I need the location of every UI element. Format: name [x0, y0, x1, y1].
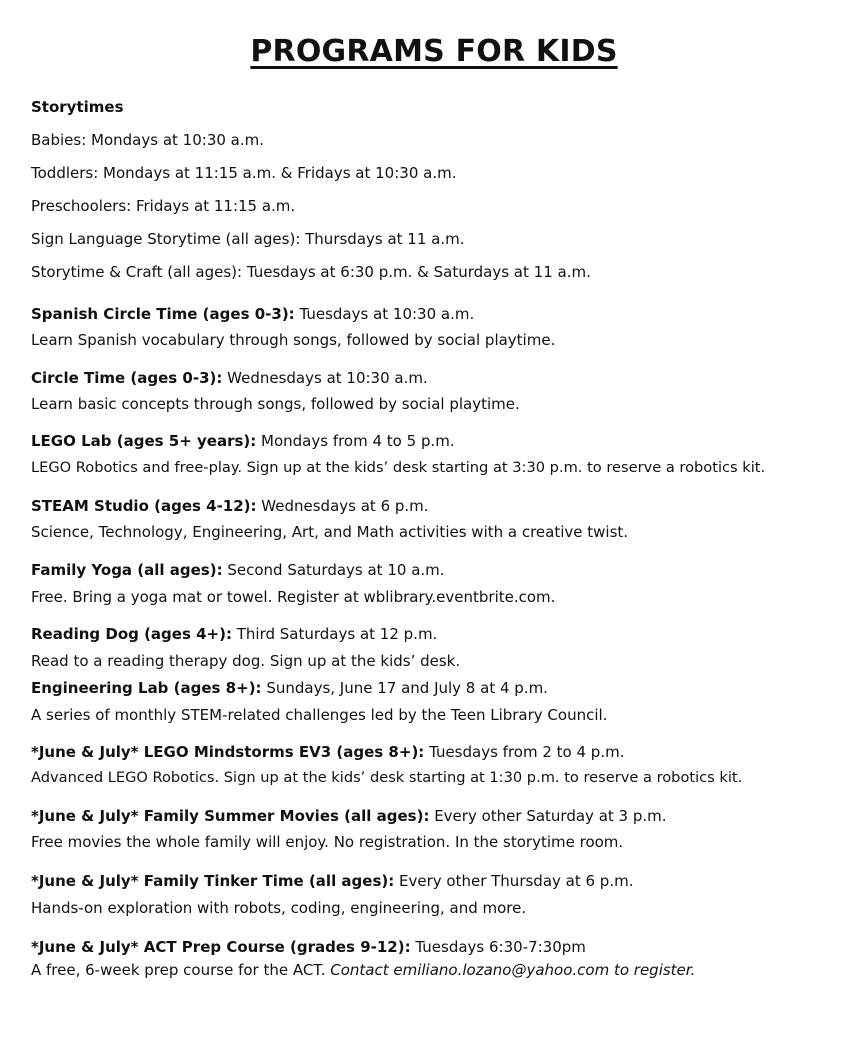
register-contact-note: Contact emiliano.lozano@yahoo.com to register.	[330, 961, 696, 979]
program-description: Learn Spanish vocabulary through songs, followed by social playtime.	[31, 331, 556, 349]
program-schedule: Mondays from 4 to 5 p.m.	[256, 432, 455, 450]
program-name: Engineering Lab (ages 8+):	[31, 679, 262, 697]
program-schedule: Tuesdays 6:30-7:30pm	[410, 938, 586, 956]
program-description: Learn basic concepts through songs, followed by social playtime.	[31, 395, 520, 413]
program-description: Free movies the whole family will enjoy. No registration. In the storytime room.	[31, 833, 624, 851]
program-schedule: Tuesdays at 10:30 a.m.	[294, 305, 475, 323]
program-name: *June & July* Family Summer Movies (all ages):	[31, 807, 430, 825]
program-description: Advanced LEGO Robotics. Sign up at the kids’ desk starting at 1:30 p.m. to reserve a robotics kit.	[31, 769, 743, 786]
program-schedule: Third Saturdays at 12 p.m.	[231, 625, 438, 643]
program-reading-dog	[31, 624, 437, 644]
storytime-toddlers: Toddlers: Mondays at 11:15 a.m. & Fridays at 10:30 a.m.	[31, 164, 457, 182]
program-description: LEGO Robotics and free-play. Sign up at the kids’ desk starting at 3:30 p.m. to reserve a robotics kit.	[31, 459, 766, 476]
program-name: Reading Dog (ages 4+):	[31, 625, 232, 643]
storytime-sign-language: Sign Language Storytime (all ages): Thursdays at 11 a.m.	[31, 230, 465, 248]
storytime-preschoolers: Preschoolers: Fridays at 11:15 a.m.	[31, 197, 296, 215]
program-family-summer-movies	[31, 806, 667, 826]
program-description-text: A free, 6-week prep course for the ACT.	[31, 961, 331, 979]
program-schedule: Second Saturdays at 10 a.m.	[222, 561, 445, 579]
program-family-tinker-time	[31, 871, 633, 891]
program-schedule: Wednesdays at 10:30 a.m.	[222, 369, 428, 387]
program-spanish-circle-time	[31, 304, 474, 324]
program-name: Circle Time (ages 0-3):	[31, 369, 223, 387]
storytime-craft: Storytime & Craft (all ages): Tuesdays at 6:30 p.m. & Saturdays at 11 a.m.	[31, 263, 591, 281]
program-name: *June & July* LEGO Mindstorms EV3 (ages 8+):	[31, 743, 425, 761]
program-family-yoga	[31, 560, 445, 580]
program-name: *June & July* ACT Prep Course (grades 9-12):	[31, 938, 411, 956]
program-name: Family Yoga (all ages):	[31, 561, 223, 579]
program-schedule: Wednesdays at 6 p.m.	[256, 497, 429, 515]
program-lego-mindstorms	[31, 742, 624, 762]
page-title: PROGRAMS FOR KIDS	[250, 34, 618, 69]
program-schedule: Every other Thursday at 6 p.m.	[394, 872, 634, 890]
program-engineering-lab	[31, 678, 548, 698]
program-act-prep-course	[31, 937, 586, 957]
program-description: Science, Technology, Engineering, Art, and Math activities with a creative twist.	[31, 523, 629, 541]
program-name: STEAM Studio (ages 4-12):	[31, 497, 257, 515]
program-circle-time	[31, 368, 428, 388]
program-steam-studio	[31, 496, 429, 516]
program-description: A series of monthly STEM-related challenges led by the Teen Library Council.	[31, 706, 608, 724]
program-name: Spanish Circle Time (ages 0-3):	[31, 305, 295, 323]
program-description: Free. Bring a yoga mat or towel. Register at wblibrary.eventbrite.com.	[31, 588, 556, 606]
program-schedule: Sundays, June 17 and July 8 at 4 p.m.	[261, 679, 548, 697]
program-name: *June & July* Family Tinker Time (all ages):	[31, 872, 395, 890]
program-schedule: Every other Saturday at 3 p.m.	[429, 807, 667, 825]
program-description	[31, 960, 695, 980]
program-description: Read to a reading therapy dog. Sign up at the kids’ desk.	[31, 652, 461, 670]
program-lego-lab	[31, 431, 455, 451]
program-schedule: Tuesdays from 2 to 4 p.m.	[424, 743, 625, 761]
storytimes-heading: Storytimes	[31, 98, 124, 116]
storytime-babies: Babies: Mondays at 10:30 a.m.	[31, 131, 265, 149]
program-name: LEGO Lab (ages 5+ years):	[31, 432, 257, 450]
program-description: Hands-on exploration with robots, coding, engineering, and more.	[31, 899, 527, 917]
